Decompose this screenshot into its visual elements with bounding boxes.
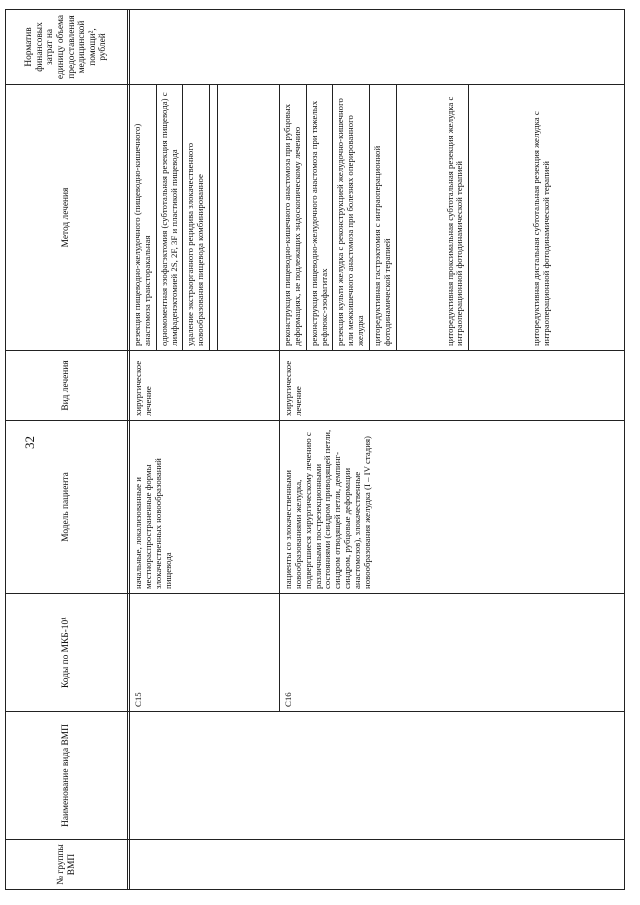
icd-code-cell: C15 — [130, 594, 280, 712]
header-treatment-method: Метод лечения — [6, 85, 128, 351]
method-item: циторедуктивная гастрэктомия с интраоперационной фотодинамической терапией — [370, 85, 397, 350]
method-item: одномоментная эзофагэктомия (субтотальная резекция пищевода) с лимфаденэктомией 2S, 2F, 3F и пластикой пищевода — [157, 85, 184, 350]
treatment-type-cell: хирургическое лечение — [280, 351, 625, 421]
vmp-name-cell — [130, 712, 625, 840]
header-cost-norm: Норматив финансовых затрат на единицу объема предоставления медицинской помощи², рублей — [6, 10, 128, 85]
method-item: реконструкция пищеводно-кишечного анастомоза при рубцовых деформациях, не подлежащих эндоскопическому лечению — [280, 85, 307, 350]
header-treatment-type: Вид лечения — [6, 351, 128, 421]
method-item: резекция пищеводно-желудочного (пищеводно-кишечного) анастомоза трансторакальная — [130, 85, 157, 350]
blank-method-row — [469, 85, 529, 350]
method-item: циторедуктивная проксимальная субтотальная резекция желудка с интраоперационной фотодинамической терапией — [443, 85, 470, 350]
vmp-table — [5, 9, 625, 890]
blank-method-row — [397, 85, 443, 350]
header-row — [6, 10, 128, 890]
patient-model-cell: начальные, локализованные и местнораспространенные формы злокачественных новообразований пищевода — [130, 421, 280, 594]
blank-method-row — [210, 85, 218, 350]
group-no-cell — [130, 840, 625, 890]
method-item: удаление экстраорганного рецидива злокачественного новообразования пищевода комбинированное — [183, 85, 210, 350]
header-group-no: № группы ВМП — [6, 840, 128, 890]
header-patient-model: Модель пациента — [6, 421, 128, 594]
header-icd-codes: Коды по МКБ-10¹ — [6, 594, 128, 712]
method-item: циторедуктивная дистальная субтотальная резекция желудка с интраоперационной фотодинамической терапией — [531, 111, 552, 346]
method-item: реконструкция пищеводно-желудочного анастомоза при тяжелых рефлюкс-эзофагитах — [307, 85, 334, 350]
treatment-type-cell: хирургическое лечение — [130, 351, 280, 421]
patient-model-cell: пациенты со злокачественными новообразованиями желудка, подвергшиеся хирургическому лечению с различными пострезекционными состояниями (синдром приводящей петли, синдром отводящей петли, демпинг-синдром, рубцовые деформации анастомозов), злокачественные новообразования желудка (I – IV стадия) — [280, 421, 625, 594]
cost-norm-cell — [130, 10, 625, 85]
icd-code-cell: C16 — [280, 594, 625, 712]
page-number: 32 — [22, 436, 37, 449]
treatment-methods-cell — [280, 85, 625, 351]
header-vmp-name: Наименование вида ВМП — [6, 712, 128, 840]
method-item: резекция культи желудка с реконструкцией желудочно-кишечного или межкишечного анастомоза при болезнях оперированного желудка — [333, 85, 370, 350]
table-row-c15 — [130, 10, 280, 890]
treatment-methods-cell — [130, 85, 280, 351]
